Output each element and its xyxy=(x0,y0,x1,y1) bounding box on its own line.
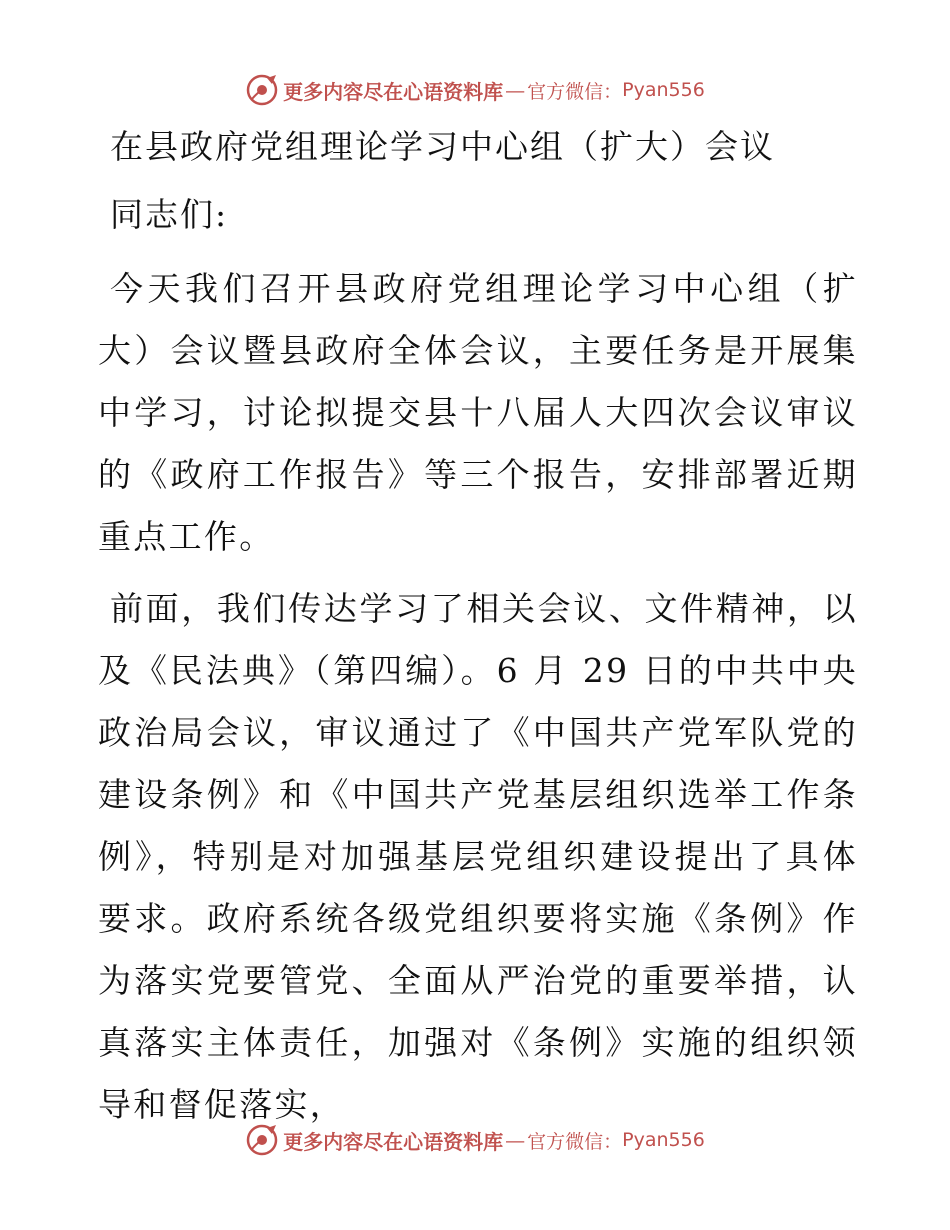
brand-text: 更多内容尽在心语资料库 xyxy=(283,79,504,104)
paragraph-2: 前面，我们传达学习了相关会议、文件精神，以及《民法典》（第四编）。6 月 29 日的中共中央政治局会议，审议通过了《中国共产党军队党的建设条例》和《中国共产党基层组织选举工作条例》，特别是对加强基层党组织建设提出了具体要求。政府系统各级党组织要将实施《条例》作为落实党要管党、全面从严治党的重要举措，认真落实主体责任，加强对《条例》实施的组织领导和督促落实， xyxy=(98,589,858,1124)
quill-logo-icon xyxy=(245,1123,279,1157)
wechat-id: Pyan556 xyxy=(622,1129,705,1151)
document-title: 在县政府党组理论学习中心组（扩大）会议 xyxy=(110,127,775,166)
footer-banner xyxy=(0,1120,950,1160)
wechat-id: Pyan556 xyxy=(622,79,705,101)
salutation: 同志们: xyxy=(110,195,229,234)
brand-text: 更多内容尽在心语资料库 xyxy=(283,1129,504,1154)
document-body xyxy=(98,122,858,1146)
header-banner xyxy=(0,70,950,110)
wechat-label: 官方微信： xyxy=(527,1130,623,1153)
paragraph-1: 今天我们召开县政府党组理论学习中心组（扩大）会议暨县政府全体会议，主要任务是开展集中学习，讨论拟提交县十八届人大四次会议审议的《政府工作报告》等三个报告，安排部署近期重点工作。 xyxy=(98,269,858,556)
quill-logo-icon xyxy=(245,73,279,107)
banner-separator: — xyxy=(505,78,526,102)
banner-separator: — xyxy=(505,1128,526,1152)
wechat-label: 官方微信： xyxy=(527,80,623,103)
